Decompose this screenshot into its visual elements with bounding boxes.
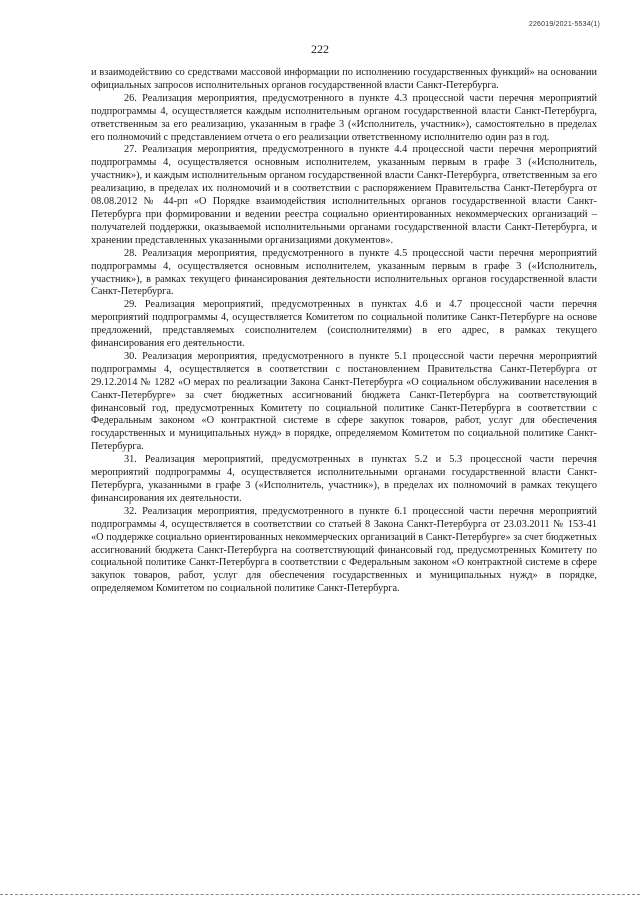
scan-edge-line bbox=[0, 894, 640, 895]
paragraph-26: 26. Реализация мероприятия, предусмотренного в пункте 4.3 процессной части перечня мероприятий подпрограммы 4, осуществляется каждым исполнительным органом государственной власти Санкт-Петербурга, ответственным за его реализацию, указанным в графе 3 («Исполнитель, участник»), самостоятельно в пределах его полномочий с представлением отчета о его реализации ответственному исполнителю один раз в год. bbox=[91, 92, 597, 143]
page-number: 222 bbox=[311, 42, 329, 56]
paragraph-30: 30. Реализация мероприятия, предусмотренного в пункте 5.1 процессной части перечня мероприятий подпрограммы 4, осуществляется в соответствии с постановлением Правительства Санкт-Петербурга от 29.12.2014 № 1282 «О мерах по реализации Закона Санкт-Петербурга «О социальном обслуживании населения в Санкт-Петербурге» за счет бюджетных ассигнований бюджета Санкт-Петербурга на соответствующий финансовый год, предусмотренных Комитету по социальной политике Санкт-Петербурга в соответствии с Федеральным законом «О контрактной системе в сфере закупок товаров, работ, услуг для обеспечения государственных и муниципальных нужд» в порядке, определяемом Комитетом по социальной политике Санкт-Петербурга. bbox=[91, 350, 597, 453]
paragraph-31: 31. Реализация мероприятий, предусмотренных в пунктах 5.2 и 5.3 процессной части перечня мероприятий подпрограммы 4, осуществляется исполнительными органами государственной власти Санкт-Петербурга, указанными в графе 3 («Исполнитель, участник»), в пределах их полномочий в рамках текущего финансирования их деятельности. bbox=[91, 454, 597, 504]
paragraph-continuation: и взаимодействию со средствами массовой информации по исполнению государственных функций» на основании официальных запросов исполнительных органов государственной власти Санкт-Петербурга. bbox=[91, 67, 597, 91]
paragraph-28: 28. Реализация мероприятия, предусмотренного в пункте 4.5 процессной части перечня мероприятий подпрограммы 4, осуществляется основным исполнителем, указанным первым в графе 3 («Исполнитель, участник»), в рамках текущего финансирования деятельности исполнительных органов государственной власти Санкт-Петербурга. bbox=[91, 247, 597, 298]
document-id: 226019/2021-5534(1) bbox=[528, 21, 600, 28]
paragraph-29: 29. Реализация мероприятий, предусмотренных в пунктах 4.6 и 4.7 процессной части перечня мероприятий подпрограммы 4, осуществляется Комитетом по социальной политике Санкт-Петербурге на основе предложений, представляемых соисполнителем (соисполнителями) в его адрес, в рамках текущего финансирования его деятельности. bbox=[91, 299, 597, 350]
paragraph-32: 32. Реализация мероприятия, предусмотренного в пункте 6.1 процессной части перечня мероприятий подпрограммы 4, осуществляется в соответствии со статьей 8 Закона Санкт-Петербурга от 23.03.2011 № 153-41 «О поддержке социально ориентированных некоммерческих организаций в Санкт-Петербурге» за счет бюджетных ассигнований бюджета Санкт-Петербурга на соответствующий финансовый год, предусмотренных Комитету по социальной политике Санкт-Петербурга в соответствии с Федеральным законом «О контрактной системе в сфере закупок товаров, работ, услуг для обеспечения государственных и муниципальных нужд» в порядке, определяемом Комитетом по социальной политике Санкт-Петербурга. bbox=[91, 505, 597, 595]
document-body bbox=[91, 67, 597, 596]
paragraph-27: 27. Реализация мероприятия, предусмотренного в пункте 4.4 процессной части перечня мероприятий подпрограммы 4, осуществляется основным исполнителем, указанным первым в графе 3 («Исполнитель, участник»), и каждым исполнительным органом государственной власти Санкт-Петербурга, ответственным за его реализацию, в пределах их полномочий и в соответствии с распоряжением Правительства Санкт-Петербурга от 08.08.2012 № 44-рп «О Порядке взаимодействия исполнительных органов государственной власти Санкт-Петербурга при формировании и ведении реестра социально ориентированных некоммерческих организаций – получателей поддержки, оказываемой исполнительными органами государственной власти Санкт-Петербурга, и хранении представленных указанными организациями документов». bbox=[91, 144, 597, 246]
